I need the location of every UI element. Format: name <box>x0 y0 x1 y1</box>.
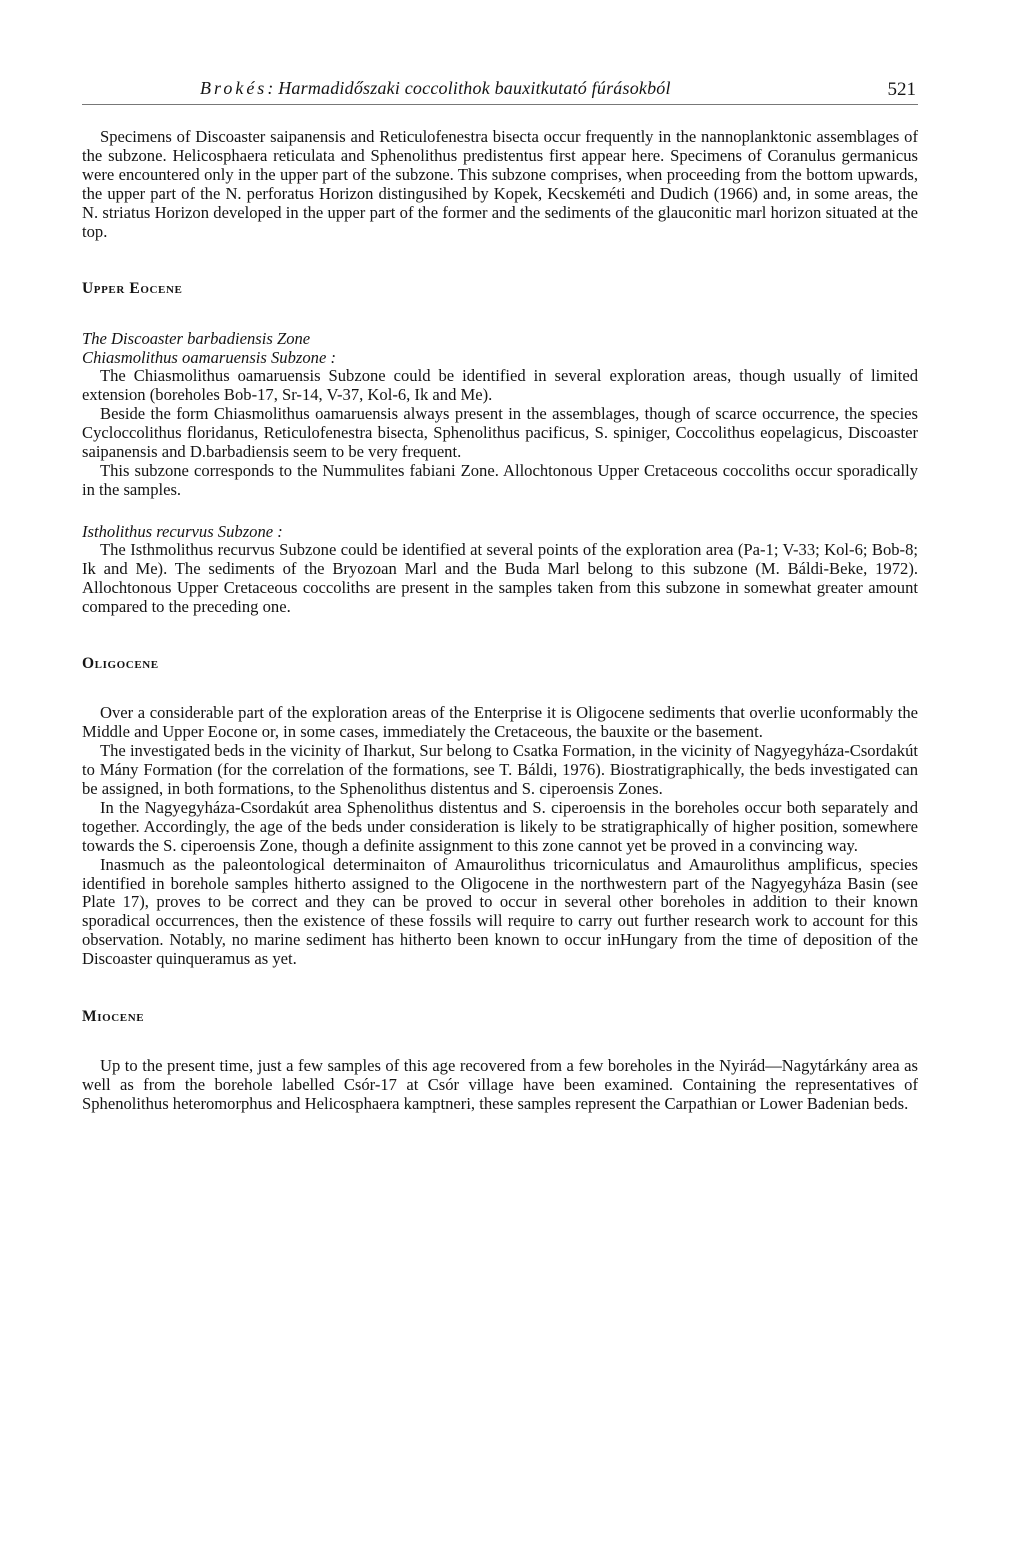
paragraph-miocene: Up to the present time, just a few samples of this age recovered from a few boreholes in the Nyirád—Nagytárkány area as well as from the borehole labelled Csór-17 at Csór village have been examined. Containing the representatives of Sphenolithus heteromorphus and Helicosphaera kamptneri, these samples represent the Carpathian or Lower Badenian beds. <box>82 1056 918 1113</box>
subhead-barbadiensis-zone: The Discoaster barbadiensis Zone <box>82 329 311 349</box>
paragraph-formations: The investigated beds in the vicinity of Iharkut, Sur belong to Csatka Formation, in the vicinity of Nagyegyháza-Csordakút to Mány Formation (for the correlation of the formations, see T. Báldi, 1976). Biostratigraphically, the beds investigated can be assigned, in both formations, to the Sphenolithus distentus and S. ciperoensis Zones. <box>82 741 918 799</box>
header-title: Harmadidőszaki coccolithok bauxitkutató fúrásokból <box>278 78 671 98</box>
running-header <box>82 78 918 105</box>
paragraph-oligocene-overview: Over a considerable part of the exploration areas of the Enterprise it is Oligocene sediments that overlie uconformably the Middle and Upper Eocone or, in some cases, immediately the Cretaceous, the bauxite or the basement. <box>82 703 918 742</box>
article-body <box>82 128 918 1114</box>
subhead-oamaruensis-subzone: Chiasmolithus oamaruensis Subzone : <box>82 348 336 368</box>
subhead-recurvus-subzone: Istholithus recurvus Subzone : <box>82 521 283 541</box>
paragraph-subzone-summary: Specimens of Discoaster saipanensis and Reticulofenestra bisecta occur frequently in the nannoplanktonic assemblages of the subzone. Helicosphaera reticulata and Sphenolithus predistentus first appear here. Specimens of Coranulus germanicus were encountered only in the upper part of the subzone. This subzone comprises, when proceeding from the bottom upwards, the upper part of the N. perforatus Horizon distingusihed by Kopek, Kecskeméti and Dudich (1966) and, in some areas, the N. striatus Horizon developed in the upper part of the former and the sediments of the glauconitic marl horizon situated at the top. <box>82 127 918 241</box>
heading-upper-eocene: Upper Eocene <box>82 280 183 298</box>
paragraph-amaurolithus: Inasmuch as the paleontological determinaiton of Amaurolithus tricorniculatus and Amaurolithus amplificus, species identified in borehole samples hitherto assigned to the Oligocene in the northwestern part of the Nagyegyháza Basin (see Plate 17), proves to be correct and they can be proved to occur in several other boreholes in addition to their known sporadical occurrences, then the existence of these fossils will require to carry out further research work to account for this observation. Notably, no marine sediment has hitherto been known to occur inHungary from the time of deposition of the Discoaster quinqueramus as yet. <box>82 854 918 969</box>
paragraph-oamaruensis-species: Beside the form Chiasmolithus oamaruensis always present in the assemblages, though of scarce occurrence, the species Cycloccolithus floridanus, Reticulofenestra bisecta, Sphenolithus pacificus, S. spiniger, Coccolithus eopelagicus, Discoaster saipanensis and D.barbadiensis seem to be very frequent. <box>82 404 918 462</box>
heading-miocene: Miocene <box>82 1008 145 1026</box>
paragraph-csordakut-area: In the Nagyegyháza-Csordakút area Sphenolithus distentus and S. ciperoensis in the boreholes occur both separately and together. Accordingly, the age of the beds under consideration is likely to be stratigraphically of higher position, somewhere towards the S. ciperoensis Zone, though a definite assignment to this zone cannot yet be proved in a convincing way. <box>82 797 918 855</box>
heading-oligocene: Oligocene <box>82 655 159 673</box>
paragraph-oamaruensis-areas: The Chiasmolithus oamaruensis Subzone could be identified in several exploration areas, though usually of limited extension (boreholes Bob-17, Sr-14, V-37, Kol-6, Ik and Me). <box>82 366 918 405</box>
paragraph-fabiani-zone: This subzone corresponds to the Nummulites fabiani Zone. Allochtonous Upper Cretaceous coccoliths occur sporadically in the samples. <box>82 460 918 499</box>
running-title: Brokés: Harmadidőszaki coccolithok bauxitkutató fúrásokból <box>200 78 671 98</box>
page-number: 521 <box>887 79 916 100</box>
paragraph-recurvus: The Isthmolithus recurvus Subzone could be identified at several points of the exploration area (Pa-1; V-33; Kol-6; Bob-8; Ik and Me). The sediments of the Bryozoan Marl and the Buda Marl belong to this subzone (M. Báldi-Beke, 1972). Allochtonous Upper Cretaceous coccoliths are present in the samples taken from this subzone in somewhat greater amount compared to the preceding one. <box>82 539 918 616</box>
header-author: Brokés <box>200 78 268 98</box>
